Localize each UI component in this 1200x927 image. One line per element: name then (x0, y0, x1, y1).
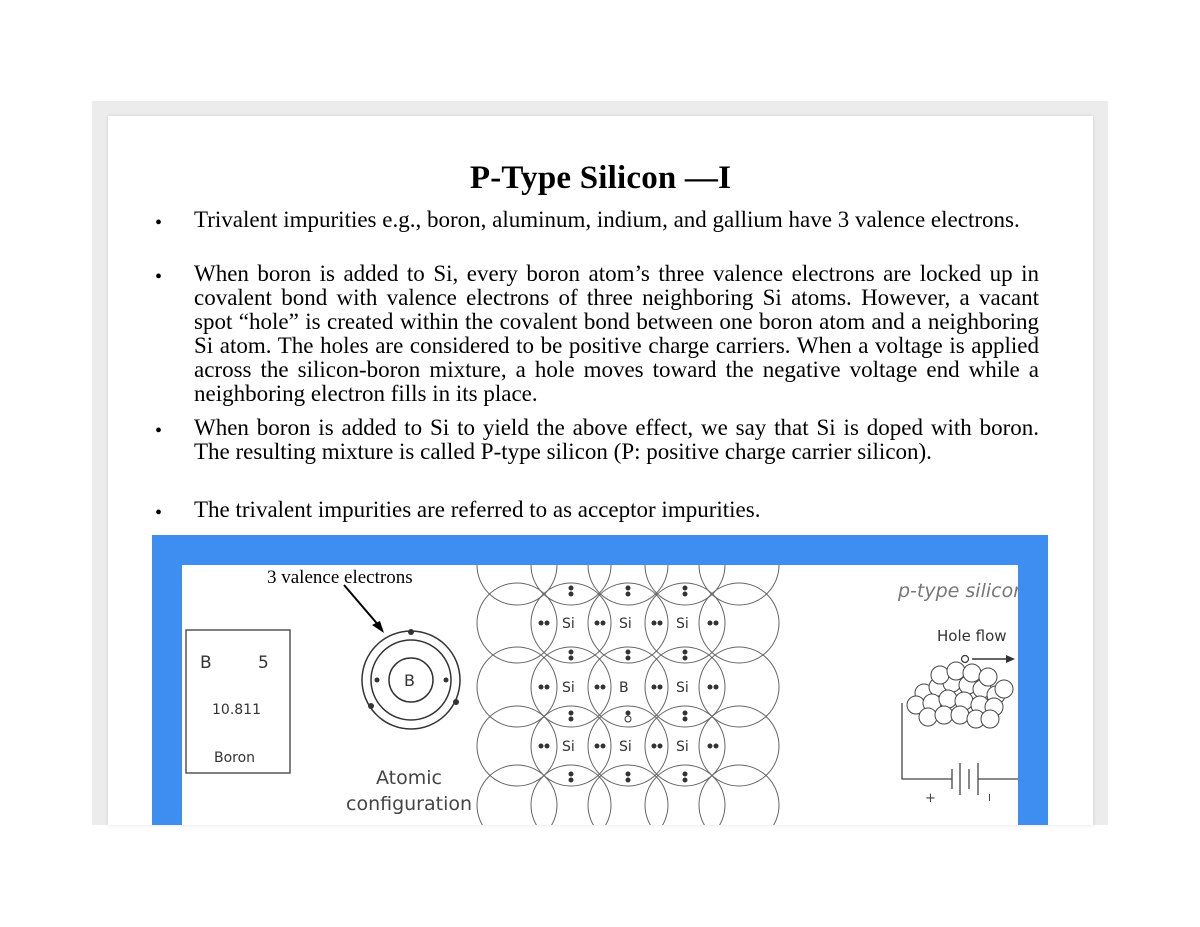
bullet-marker: • (155, 266, 163, 288)
plus-sign: + (925, 791, 936, 806)
hole-icon (625, 716, 631, 722)
lattice-orbital (645, 565, 725, 605)
slide-title: P-Type Silicon —I (469, 160, 732, 196)
bond-electron (626, 586, 631, 591)
figure-canvas (182, 565, 1018, 825)
boron-element-card (186, 630, 290, 773)
bullet-marker: • (155, 212, 163, 234)
bond-electron (683, 717, 688, 722)
silicon-grain (931, 666, 949, 684)
lattice-atom-label: Si (676, 739, 689, 755)
minus-sign: I (988, 793, 991, 804)
bond-electron (708, 685, 713, 690)
bond-electron (683, 650, 688, 655)
bond-electron (714, 744, 719, 749)
bond-electron (658, 621, 663, 626)
hole-icon (962, 656, 969, 663)
lattice-atom-label: Si (562, 739, 575, 755)
crystal-lattice (477, 565, 779, 825)
bond-electron (652, 744, 657, 749)
lattice-atom-label: B (619, 680, 629, 696)
bond-electron (626, 656, 631, 661)
bond-electron (601, 744, 606, 749)
lattice-atom-label: Si (619, 739, 632, 755)
bond-electron (626, 650, 631, 655)
lattice-orbital (588, 565, 668, 605)
bond-electron (595, 685, 600, 690)
bond-electron (683, 711, 688, 716)
element-name: Boron (214, 750, 256, 766)
p-type-figure (152, 535, 1048, 825)
arrowhead-icon (1006, 655, 1015, 663)
lattice-atom-label: Si (676, 616, 689, 632)
ptype-title: p-type silicon (898, 580, 1018, 602)
bond-electron (545, 685, 550, 690)
bond-electron (569, 650, 574, 655)
lattice-orbital (531, 565, 611, 605)
bullet-2-text: When boron is added to Si, every boron atom’s three valence electrons are locked up in covalent bond with valence electrons of three neighboring Si atoms. However, a vacant spot “hole” is created within the covalent bond between one boron atom and a neighboring Si atom. The holes are considered to be positive charge carriers. When a voltage is applied across the silicon-boron mixture, a hole moves toward the negative voltage end while a neighboring electron fills in its place. (194, 261, 1039, 406)
lattice-orbital (699, 565, 779, 605)
atomic-mass: 10.811 (212, 702, 261, 718)
p-type-silicon-circuit (897, 580, 1018, 806)
bond-electron (539, 685, 544, 690)
silicon-grain (935, 706, 953, 724)
electron-dot (368, 703, 374, 709)
bond-electron (569, 592, 574, 597)
bond-electron (595, 621, 600, 626)
bullet-4-text: The trivalent impurities are referred to as acceptor impurities. (194, 497, 761, 522)
silicon-grain (995, 680, 1013, 698)
nucleus-label: B (404, 671, 415, 690)
bond-electron (626, 592, 631, 597)
lattice-atom-label: Si (562, 616, 575, 632)
bond-electron (708, 621, 713, 626)
bond-electron (626, 711, 631, 716)
lattice-atom-label: Si (676, 680, 689, 696)
slide (108, 116, 1093, 825)
bond-electron (683, 778, 688, 783)
arrowhead-icon (372, 621, 384, 633)
electron-dot (375, 678, 380, 683)
bond-electron (601, 621, 606, 626)
silicon-sample (907, 662, 1013, 728)
lattice-atom-label: Si (619, 616, 632, 632)
bond-electron (658, 685, 663, 690)
element-symbol: B (200, 653, 212, 673)
silicon-grain (939, 690, 957, 708)
bond-electron (626, 778, 631, 783)
bond-electron (569, 656, 574, 661)
bond-electron (652, 621, 657, 626)
bond-electron (658, 744, 663, 749)
silicon-grain (981, 710, 999, 728)
atomic-number: 5 (258, 653, 269, 673)
bond-electron (595, 744, 600, 749)
bond-electron (683, 586, 688, 591)
atom-caption-2: configuration (346, 793, 473, 815)
bond-electron (545, 744, 550, 749)
bond-electron (569, 586, 574, 591)
valence-callout: 3 valence electrons (267, 567, 413, 588)
bond-electron (545, 621, 550, 626)
bullet-3-text: When boron is added to Si to yield the above effect, we say that Si is doped with boron. The resulting mixture is called P-type silicon (P: positive charge carrier silicon). (194, 415, 1039, 464)
bond-electron (569, 711, 574, 716)
electron-dot (444, 678, 449, 683)
silicon-grain (919, 708, 937, 726)
lattice-atom-label: Si (562, 680, 575, 696)
bond-electron (539, 621, 544, 626)
atom-caption-1: Atomic (376, 767, 442, 789)
silicon-grain (951, 706, 969, 724)
bullet-1-text: Trivalent impurities e.g., boron, aluminum, indium, and gallium have 3 valence electrons. (194, 207, 1020, 232)
silicon-grain (963, 664, 981, 682)
silicon-grain (979, 668, 997, 686)
bond-electron (683, 772, 688, 777)
bond-electron (569, 772, 574, 777)
callout-arrow (344, 585, 380, 627)
bond-electron (569, 717, 574, 722)
bond-electron (708, 744, 713, 749)
boron-atom (267, 567, 472, 815)
lattice-orbital (477, 565, 557, 605)
electron-dot (408, 629, 414, 635)
bullet-marker: • (155, 502, 163, 524)
bond-electron (539, 744, 544, 749)
bond-electron (683, 592, 688, 597)
bond-electron (626, 772, 631, 777)
bond-electron (652, 685, 657, 690)
electron-dot (453, 699, 459, 705)
hole-flow-label: Hole flow (937, 627, 1007, 645)
bond-electron (601, 685, 606, 690)
bond-electron (683, 656, 688, 661)
p-type-diagram (182, 565, 1018, 825)
silicon-grain (947, 662, 965, 680)
bond-electron (714, 621, 719, 626)
bullet-marker: • (155, 420, 163, 442)
bond-electron (569, 778, 574, 783)
bond-electron (714, 685, 719, 690)
